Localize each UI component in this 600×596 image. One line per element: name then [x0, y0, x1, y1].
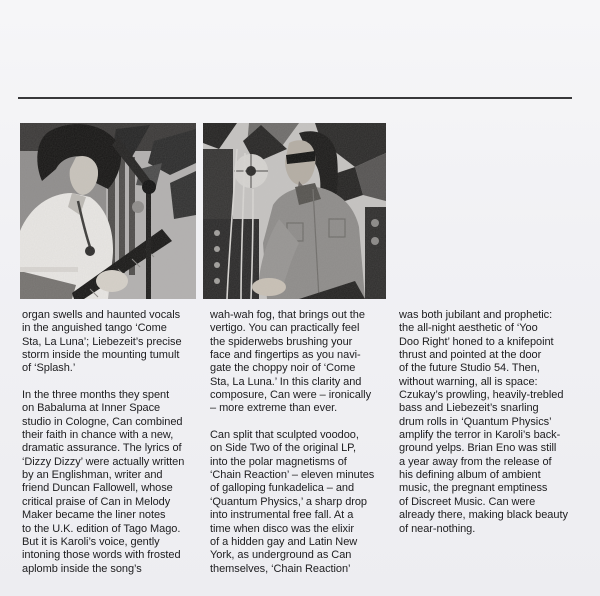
text-line: composure, Can were – ironically — [210, 389, 372, 402]
text-line: of a hidden gay and Latin New — [210, 535, 358, 548]
photo-man-sunglasses — [203, 123, 386, 299]
text-line: Can split that sculpted voodoo, — [210, 429, 359, 442]
text-line: organ swells and haunted vocals — [22, 309, 181, 321]
text-line: of ‘Splash.’ — [22, 362, 76, 375]
text-line: Sta, La Luna.’ In this clarity and — [210, 375, 362, 388]
text-line: face and fingertips as you navi- — [210, 349, 361, 362]
text-line: the spiderwebs brushing your — [210, 335, 353, 348]
text-line: vertigo. You can practically feel — [210, 322, 360, 335]
text-line: his defining album of ambient — [399, 469, 541, 482]
text-line: York, as underground as Can — [210, 549, 352, 562]
text-line: ‘Chain Reaction’ – eleven minutes — [210, 469, 375, 482]
text-line: a year away from the release of — [399, 455, 552, 468]
text-line: amplify the terror in Karoli’s back- — [399, 429, 561, 442]
text-line: already there, making black beauty — [399, 509, 568, 522]
text-line: Maker became the liner notes — [22, 509, 166, 522]
text-column-3 — [399, 309, 585, 536]
header-rule — [18, 97, 572, 99]
text-line: to the U.K. edition of Tago Mago. — [22, 522, 181, 535]
text-line: in the anguished tango ‘Come — [22, 322, 167, 335]
text-line: studio in Cologne, Can combined — [22, 415, 183, 428]
text-line: ‘Dizzy Dizzy’ were actually written — [22, 455, 185, 468]
text-line: Czukay’s prowling, heavily-trebled — [399, 389, 564, 402]
text-line: on Babaluma at Inner Space — [22, 402, 161, 415]
text-line: of galloping funkadelica – and — [210, 482, 355, 495]
text-line: time when disco was the elixir — [210, 522, 355, 535]
text-line: music, the pregnant emptiness — [399, 482, 548, 495]
text-line: the all-night aesthetic of ‘Yoo — [399, 322, 538, 335]
text-line: without warning, all is space: — [399, 375, 538, 388]
text-line: drum rolls in ‘Quantum Physics’ — [399, 415, 552, 428]
text-column-1 — [22, 309, 208, 576]
text-line: their faith in chance with a new, — [22, 429, 174, 442]
text-line: into the polar magnetisms of — [210, 455, 347, 468]
text-line: aplomb inside the song’s — [22, 562, 142, 575]
text-line: In the three months they spent — [22, 389, 170, 402]
text-line: of the future Studio 54. Then, — [399, 362, 540, 375]
text-line: critical praise of Can in Melody — [22, 495, 171, 508]
text-line: intoning those words with frosted — [22, 549, 181, 562]
text-line: But it is Karoli’s voice, gently — [22, 535, 160, 548]
text-line — [210, 416, 396, 429]
text-line: bass and Liebezeit’s snarling — [399, 402, 539, 415]
text-line: friend Duncan Fallowell, whose — [22, 482, 173, 495]
photo-man-sunglasses-image — [203, 123, 386, 299]
text-line: dramatic assurance. The lyrics of — [22, 442, 182, 455]
text-line: by an Englishman, writer and — [22, 469, 163, 482]
text-line: gate the choppy noir of ‘Come — [210, 362, 356, 375]
text-line: themselves, ‘Chain Reaction’ — [210, 562, 351, 575]
text-column-2 — [210, 309, 396, 576]
text-line: ‘Quantum Physics,’ a sharp drop — [210, 495, 368, 508]
photo-guitarist-image — [20, 123, 196, 299]
text-line: on Side Two of the original LP, — [210, 442, 357, 455]
text-line: wah-wah fog, that brings out the — [210, 309, 365, 321]
text-line: into instrumental free fall. At a — [210, 509, 354, 522]
text-line — [22, 376, 208, 389]
text-line: Doo Right’ honed to a knifepoint — [399, 335, 554, 348]
text-line: Sta, La Luna’; Liebezeit’s precise — [22, 335, 182, 348]
text-line: of near-nothing. — [399, 522, 476, 535]
text-line: ground yelps. Brian Eno was still — [399, 442, 557, 455]
text-line: storm inside the mounting tumult — [22, 349, 180, 362]
text-line: – more extreme than ever. — [210, 402, 338, 415]
text-line: thrust and pointed at the door — [399, 349, 542, 362]
text-line: was both jubilant and prophetic: — [399, 309, 553, 321]
photo-guitarist — [20, 123, 196, 299]
text-line: of Discreet Music. Can were — [399, 495, 536, 508]
